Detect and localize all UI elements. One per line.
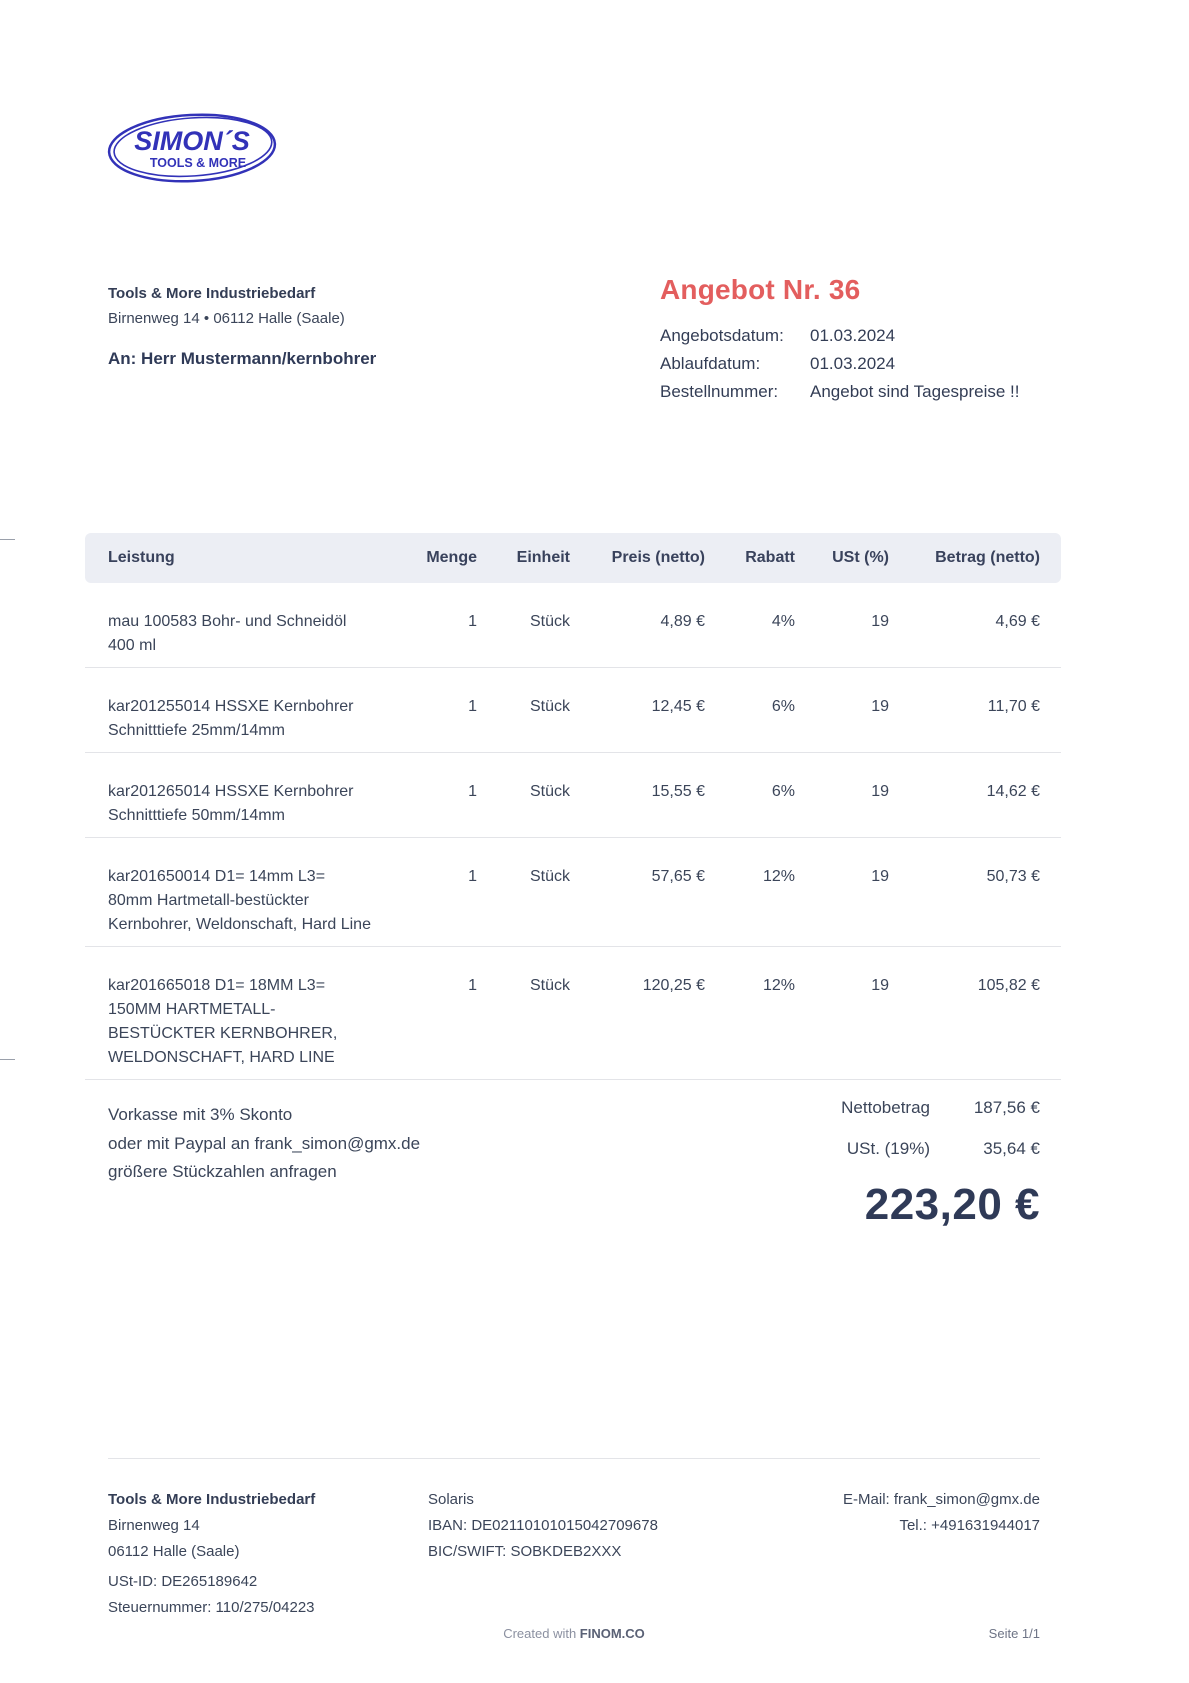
cell-preis: 57,65 € — [570, 838, 705, 947]
vat-row — [600, 1139, 1040, 1159]
footer-address-line: 06112 Halle (Saale) — [108, 1543, 240, 1560]
grand-total: 223,20 € — [864, 1180, 1040, 1229]
line-items-table — [85, 533, 1061, 1080]
sender-block — [108, 284, 345, 329]
cell-rabatt: 6% — [705, 753, 795, 838]
footer-address-line: Birnenweg 14 — [108, 1517, 200, 1534]
created-with-prefix: Created with — [503, 1626, 580, 1641]
footer-vat-id: USt-ID: DE265189642 — [108, 1573, 258, 1590]
table-row — [85, 838, 1061, 947]
cell-menge: 1 — [421, 668, 477, 753]
cell-einheit: Stück — [477, 947, 570, 1080]
footer-bank-column — [428, 1490, 658, 1568]
table-row — [85, 668, 1061, 753]
cell-leistung: kar201650014 D1= 14mm L3= 80mm Hartmetall-bestückter Kernbohrer, Weldonschaft, Hard Line — [85, 838, 421, 947]
column-header-menge: Menge — [421, 533, 477, 583]
cell-betrag: 50,73 € — [889, 838, 1061, 947]
cell-menge: 1 — [421, 838, 477, 947]
cell-rabatt: 12% — [705, 838, 795, 947]
footer-company-column — [108, 1490, 315, 1624]
cell-ust: 19 — [795, 947, 889, 1080]
logo-name-text: SIMON´S — [134, 126, 250, 156]
cell-preis: 12,45 € — [570, 668, 705, 753]
meta-value: Angebot sind Tagespreise !! — [810, 382, 1020, 401]
cell-betrag: 4,69 € — [889, 583, 1061, 668]
footer-tax-number: Steuernummer: 110/275/04223 — [108, 1599, 315, 1616]
meta-row-expiry-date — [660, 350, 1090, 378]
cell-preis: 15,55 € — [570, 753, 705, 838]
cell-betrag: 11,70 € — [889, 668, 1061, 753]
cell-preis: 120,25 € — [570, 947, 705, 1080]
sender-company: Tools & More Industriebedarf — [108, 285, 316, 302]
meta-value: 01.03.2024 — [810, 326, 896, 345]
table-row — [85, 753, 1061, 838]
document-header — [660, 274, 1090, 406]
payment-note-line: größere Stückzahlen anfragen — [108, 1162, 337, 1181]
fold-mark — [0, 539, 15, 540]
cell-leistung: kar201265014 HSSXE Kernbohrer Schnitttiefe 50mm/14mm — [85, 753, 421, 838]
cell-einheit: Stück — [477, 668, 570, 753]
column-header-ust: USt (%) — [795, 533, 889, 583]
net-total-value: 187,56 € — [973, 1098, 1040, 1117]
column-header-betrag: Betrag (netto) — [889, 533, 1061, 583]
cell-betrag: 105,82 € — [889, 947, 1061, 1080]
payment-note-line: Vorkasse mit 3% Skonto — [108, 1105, 293, 1124]
meta-label: Angebotsdatum: — [660, 326, 784, 345]
net-total-label: Nettobetrag — [841, 1098, 930, 1117]
cell-rabatt: 12% — [705, 947, 795, 1080]
meta-label: Bestellnummer: — [660, 382, 779, 401]
meta-row-order-number — [660, 378, 1090, 406]
cell-menge: 1 — [421, 753, 477, 838]
footer-bic: BIC/SWIFT: SOBKDEB2XXX — [428, 1543, 622, 1560]
recipient-line: An: Herr Mustermann/kernbohrer — [108, 349, 377, 368]
page-number: Seite 1/1 — [988, 1626, 1040, 1641]
document-meta — [660, 322, 1090, 406]
column-header-leistung: Leistung — [85, 533, 421, 583]
cell-rabatt: 6% — [705, 668, 795, 753]
company-logo — [106, 110, 278, 191]
cell-betrag: 14,62 € — [889, 753, 1061, 838]
column-header-preis: Preis (netto) — [570, 533, 705, 583]
cell-einheit: Stück — [477, 753, 570, 838]
footer-divider — [108, 1458, 1040, 1459]
cell-ust: 19 — [795, 668, 889, 753]
simons-tools-logo-icon — [106, 110, 278, 186]
cell-preis: 4,89 € — [570, 583, 705, 668]
cell-ust: 19 — [795, 583, 889, 668]
net-total-row — [600, 1098, 1040, 1118]
logo-tagline-text: TOOLS & MORE — [149, 156, 247, 170]
cell-ust: 19 — [795, 753, 889, 838]
table-row — [85, 583, 1061, 668]
cell-einheit: Stück — [477, 583, 570, 668]
table-header-row — [85, 533, 1061, 583]
footer-iban: IBAN: DE02110101015042709678 — [428, 1517, 658, 1534]
footer-contact-column — [843, 1490, 1040, 1542]
totals-block — [600, 1098, 1040, 1230]
cell-leistung: kar201255014 HSSXE Kernbohrer Schnitttiefe 25mm/14mm — [85, 668, 421, 753]
sender-address: Birnenweg 14 • 06112 Halle (Saale) — [108, 310, 345, 327]
created-with-brand: FINOM.CO — [579, 1626, 645, 1641]
payment-notes — [108, 1101, 420, 1187]
meta-label: Ablaufdatum: — [660, 354, 761, 373]
footer-phone: Tel.: +491631944017 — [899, 1517, 1040, 1534]
footer-bank-name: Solaris — [428, 1491, 474, 1508]
cell-menge: 1 — [421, 583, 477, 668]
vat-value: 35,64 € — [983, 1139, 1040, 1158]
fold-mark — [0, 1059, 15, 1060]
cell-menge: 1 — [421, 947, 477, 1080]
cell-leistung: mau 100583 Bohr- und Schneidöl 400 ml — [85, 583, 421, 668]
cell-rabatt: 4% — [705, 583, 795, 668]
meta-row-offer-date — [660, 322, 1090, 350]
document-title: Angebot Nr. 36 — [660, 274, 861, 305]
meta-value: 01.03.2024 — [810, 354, 896, 373]
table-row — [85, 947, 1061, 1080]
column-header-rabatt: Rabatt — [705, 533, 795, 583]
created-with-line — [108, 1626, 1040, 1641]
footer-email: E-Mail: frank_simon@gmx.de — [843, 1491, 1040, 1508]
payment-note-line: oder mit Paypal an frank_simon@gmx.de — [108, 1133, 421, 1153]
cell-einheit: Stück — [477, 838, 570, 947]
column-header-einheit: Einheit — [477, 533, 570, 583]
cell-ust: 19 — [795, 838, 889, 947]
footer-company-name: Tools & More Industriebedarf — [108, 1491, 316, 1508]
vat-label: USt. (19%) — [846, 1139, 930, 1158]
cell-leistung: kar201665018 D1= 18MM L3= 150MM HARTMETALL-BESTÜCKTER KERNBOHRER, WELDONSCHAFT, HARD LINE — [85, 947, 421, 1080]
